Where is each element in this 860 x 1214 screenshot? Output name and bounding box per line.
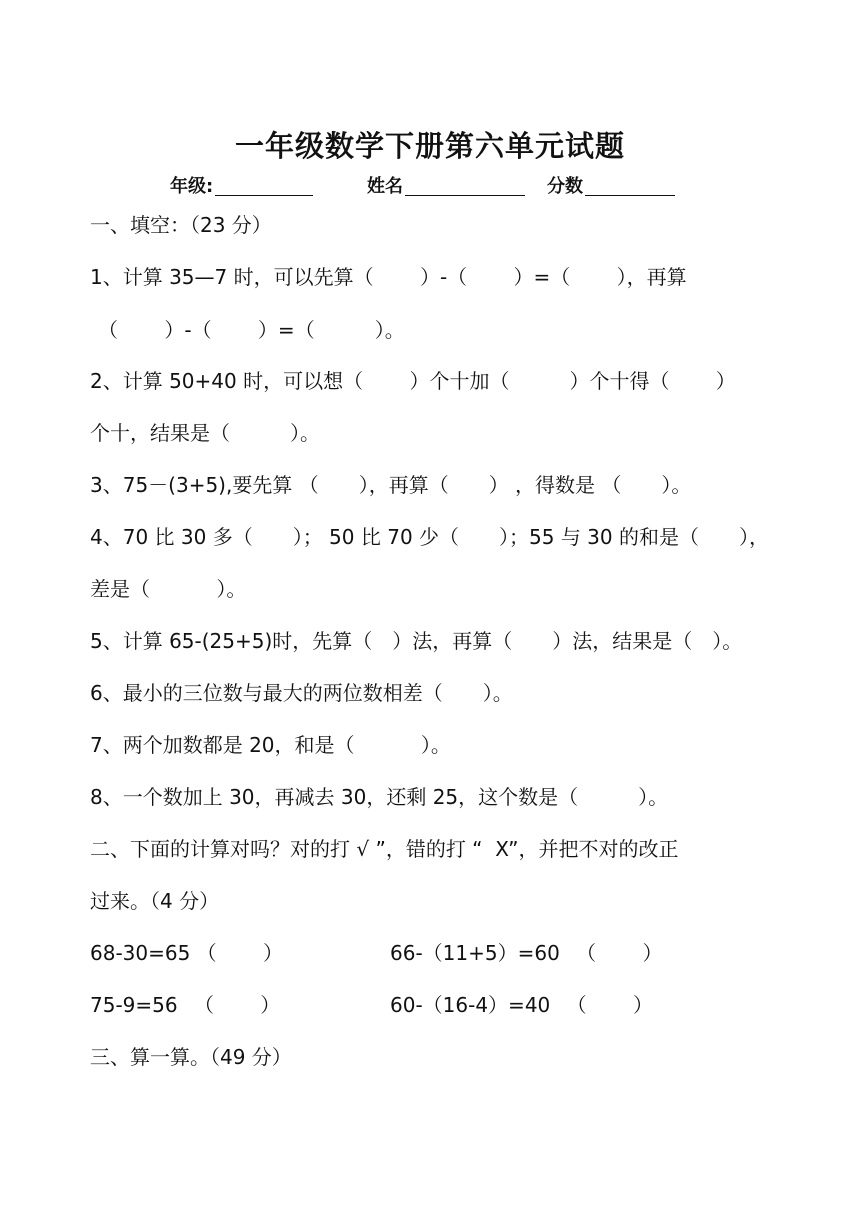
calculation-item-3: 75-9=56 （ ） [90, 993, 281, 1017]
question-1-line-1: 1、计算 35—7 时，可以先算（ ）-（ ）=（ ），再算 [90, 265, 687, 289]
question-6: 6、最小的三位数与最大的两位数相差（ ）。 [90, 681, 513, 705]
score-label: 分数 [547, 176, 583, 197]
question-4-line-1: 4、70 比 30 多（ ）； 50 比 70 少（ ）；55 与 30 的和是（ ）， [90, 525, 769, 549]
name-blank-line [405, 175, 525, 196]
question-7: 7、两个加数都是 20，和是（ ）。 [90, 733, 451, 757]
score-blank-line [585, 175, 675, 196]
question-8: 8、一个数加上 30，再减去 30，还剩 25，这个数是（ ）。 [90, 785, 669, 809]
calculation-item-1: 68-30=65 （ ） [90, 941, 284, 965]
question-5: 5、计算 65-(25+5)时，先算（ ）法，再算（ ）法，结果是（ ）。 [90, 629, 743, 653]
section-3-heading: 三、算一算。（49 分） [90, 1045, 292, 1069]
name-label: 姓名 [367, 176, 403, 197]
question-2-line-1: 2、计算 50+40 时，可以想（ ）个十加（ ）个十得（ ） [90, 369, 736, 393]
section-2-line-1: 二、下面的计算对吗？对的打 √ ”，错的打 “ X”，并把不对的改正 [90, 837, 679, 861]
calculation-item-2: 66-（11+5）=60 （ ） [390, 941, 663, 965]
student-info-row [0, 172, 860, 202]
question-1-line-2: （ ）-（ ）=（ ）。 [98, 318, 405, 342]
question-2-line-2: 个十，结果是（ ）。 [90, 421, 320, 445]
section-1-heading: 一、填空：（23 分） [90, 213, 272, 237]
grade-field [170, 172, 313, 198]
grade-label: 年级: [170, 176, 214, 197]
name-field [367, 172, 525, 198]
grade-blank-line [215, 175, 313, 196]
page-title: 一年级数学下册第六单元试题 [234, 129, 625, 163]
question-4-line-2: 差是（ ）。 [90, 577, 247, 601]
section-2-line-2: 过来。（4 分） [90, 889, 220, 913]
question-3: 3、75－(3+5),要先算 （ ），再算（ ） ，得数是 （ ）。 [90, 473, 692, 497]
calculation-item-4: 60-（16-4）=40 （ ） [390, 993, 653, 1017]
score-field [547, 172, 675, 198]
